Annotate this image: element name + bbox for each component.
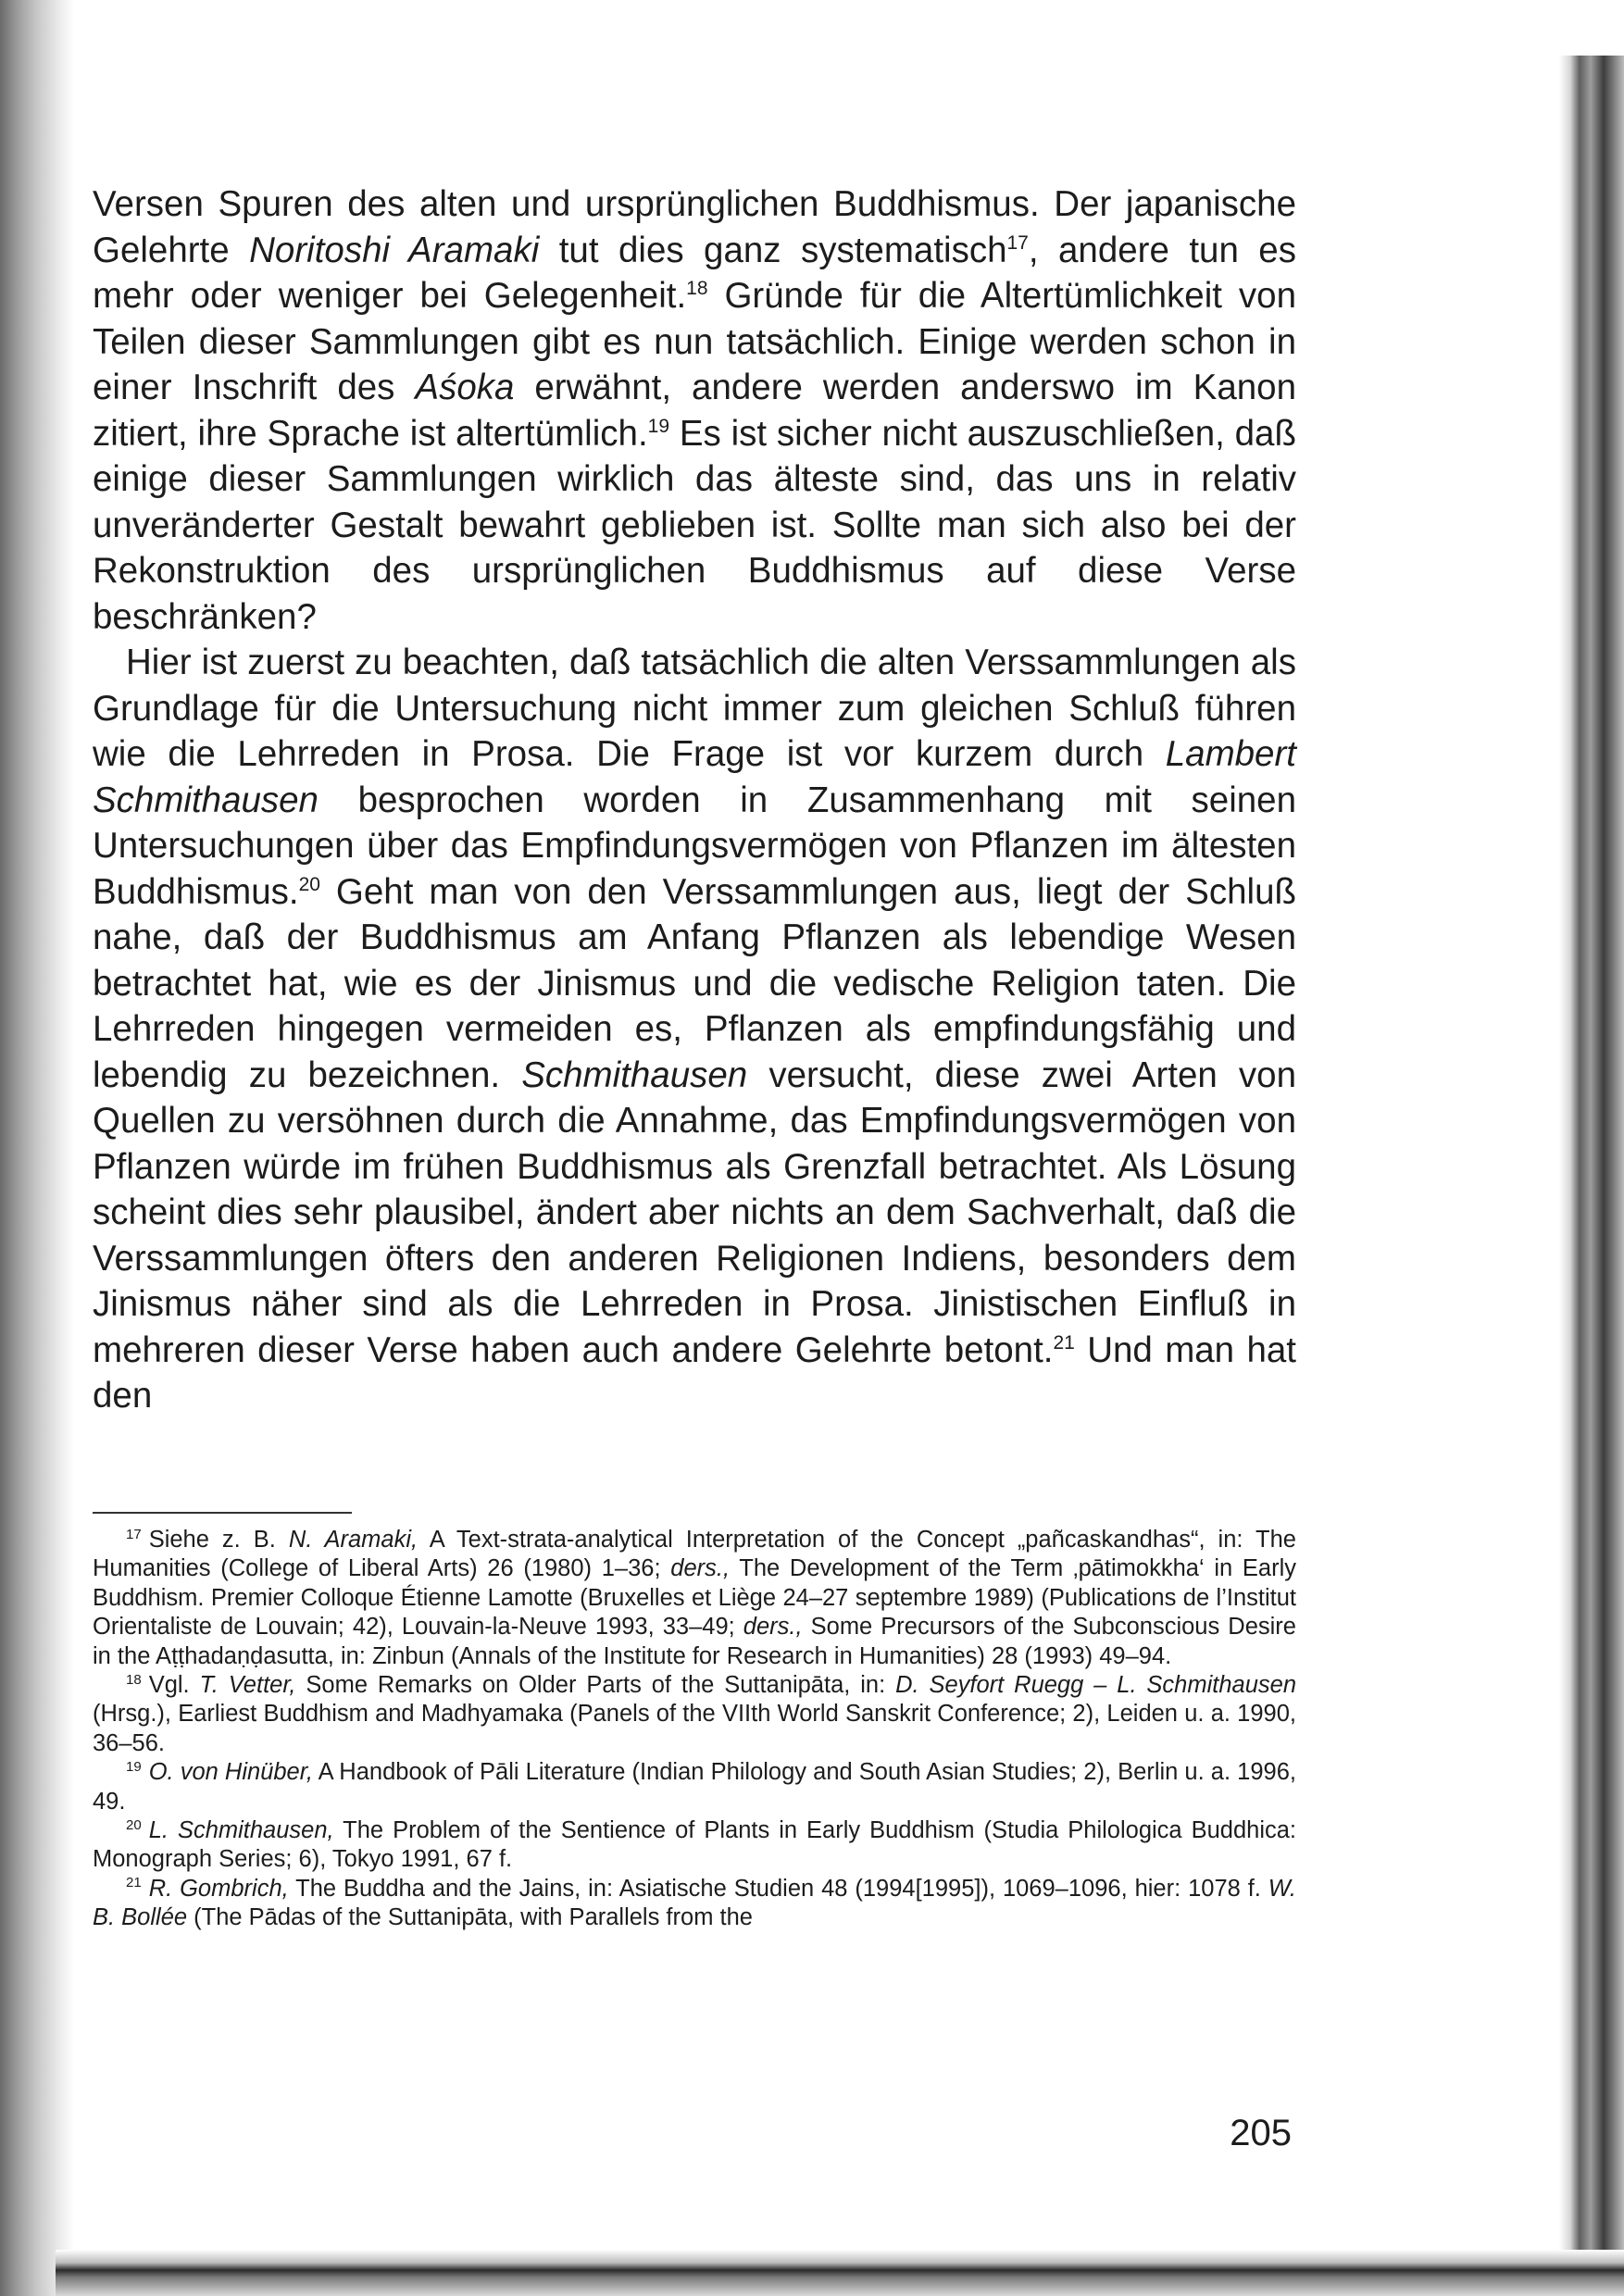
text-run: Geht man von den Verssammlungen aus, liegt der Schluß nahe, daß der Buddhismus am Anfang Pflanzen als lebendige Wesen betrachtet hat, wie es der Jinismus und die vedische Religion taten. Die Lehrreden hingegen vermeiden es, Pflanzen als empfindungsfähig und lebendig zu bezeichnen. [93, 871, 1296, 1095]
footnote-ref-18: 18 [686, 278, 708, 300]
text-run: tut dies ganz systematisch [539, 230, 1007, 270]
author-name: Schmithausen [521, 1054, 748, 1095]
author-name: Lambert Schmithausen [93, 734, 1296, 820]
author-name: Noritoshi Aramaki [249, 230, 540, 270]
paragraph-2 [93, 640, 1296, 1419]
scan-shadow-right [1559, 56, 1624, 2268]
scan-shadow-left [0, 0, 74, 2296]
scan-shadow-bottom [56, 2250, 1624, 2296]
text-run: Siehe z. B. [148, 1527, 289, 1553]
text-run: A Handbook of Pāli Literature (Indian Philology and South Asian Studies; 2), Berlin u. a. 1996, 49. [93, 1759, 1296, 1815]
text-run: The Development of the Term ‚pātimokkha‘ in Early Buddhism. Premier Colloque Étienne Lamotte (Bruxelles et Liège 24–27 septembre 1989) (Publications de l’Institut Orientaliste de Louvain; 42), Louvain-la-Neuve 1993, 33–49; [93, 1555, 1296, 1641]
footnote-20 [93, 1816, 1296, 1875]
author-name: W. B. Bollée [93, 1875, 1296, 1931]
author-name: R. Gombrich, [148, 1875, 289, 1902]
text-run: The Buddha and the Jains, in: Asiatische Studien 48 (1994[1995]), 1069–1096, hier: 1078 f. [288, 1875, 1268, 1902]
footnote-18 [93, 1671, 1296, 1758]
main-text [93, 181, 1296, 1419]
footnote-17 [93, 1526, 1296, 1671]
footnote-ref-19: 19 [647, 415, 669, 437]
text-run: (Hrsg.), Earliest Buddhism and Madhyamaka (Panels of the VIIth World Sanskrit Conference; 2), Leiden u. a. 1990, 36–56. [93, 1701, 1296, 1756]
author-name: O. von Hinüber, [148, 1759, 313, 1786]
footnote-divider [93, 1512, 352, 1514]
text-run: A Text-strata-analytical Interpretation of the Concept „pañcaskandhas“, in: The Humanities (College of Liberal Arts) 26 (1980) 1–36; [93, 1527, 1296, 1582]
author-name: D. Seyfort Ruegg – L. Schmithausen [895, 1672, 1297, 1699]
paragraph-1 [93, 181, 1296, 640]
page-number: 205 [1230, 2113, 1292, 2153]
text-run: besprochen worden in Zusammenhang mit seinen Untersuchungen über das Empfindungsvermögen von Pflanzen im ältesten Buddhismus. [93, 780, 1296, 912]
footnote-mark: 20 [126, 1816, 142, 1833]
text-run: Hier ist zuerst zu beachten, daß tatsächlich die alten Verssammlungen als Grundlage für die Untersuchung nicht immer zum gleichen Schluß führen wie die Lehrreden in Prosa. Die Frage ist vor kurzem durch [93, 643, 1296, 774]
footnote-21 [93, 1875, 1296, 1933]
text-run: erwähnt, andere werden anderswo im Kanon zitiert, ihre Sprache ist altertümlich. [93, 368, 1296, 454]
footnotes [93, 1526, 1296, 1933]
author-name: N. Aramaki, [288, 1527, 418, 1553]
footnote-ref-20: 20 [298, 873, 320, 895]
author-name: T. Vetter, [199, 1672, 296, 1699]
text-run: , andere tun es mehr oder weniger bei Gelegenheit. [93, 230, 1296, 316]
text-run: versucht, diese zwei Arten von Quellen zu versöhnen durch die Annahme, das Empfindungsvermögen von Pflanzen würde im frühen Buddhismus als Grenzfall betrachtet. Als Lösung scheint dies sehr plausibel, ändert aber nichts an dem Sachverhalt, daß die Verssammlungen öfters den anderen Religionen Indiens, besonders dem Jinismus näher sind als die Lehrreden in Prosa. Jinistischen Einfluß in mehreren dieser Verse haben auch andere Gelehrte betont. [93, 1054, 1296, 1370]
text-run: Versen Spuren des alten und ursprünglichen Buddhismus. Der japanische Gelehrte [93, 184, 1296, 270]
footnote-ref-21: 21 [1053, 1331, 1075, 1354]
author-name: ders., [743, 1614, 803, 1641]
text-run: (The Pādas of the Suttanipāta, with Parallels from the [187, 1904, 753, 1931]
footnote-mark: 19 [126, 1758, 142, 1775]
author-name: L. Schmithausen, [148, 1817, 334, 1844]
text-run: Und man hat den [93, 1329, 1296, 1416]
proper-name: Aśoka [415, 368, 515, 407]
footnote-mark: 18 [126, 1671, 142, 1688]
footnote-19 [93, 1758, 1296, 1816]
footnote-ref-17: 17 [1006, 231, 1029, 254]
text-run: Gründe für die Altertümlichkeit von Teilen dieser Sammlungen gibt es nun tatsächlich. Einige werden schon in einer Inschrift des [93, 276, 1296, 407]
footnote-mark: 17 [126, 1526, 142, 1542]
text-run: Some Remarks on Older Parts of the Suttanipāta, in: [295, 1672, 896, 1699]
text-run: The Problem of the Sentience of Plants in Early Buddhism (Studia Philologica Buddhica: Monograph Series; 6), Tokyo 1991, 67 f. [93, 1817, 1297, 1873]
text-run: Vgl. [148, 1672, 200, 1699]
text-run: Some Precursors of the Subconscious Desire in the Aṭṭhadaṇḍasutta, in: Zinbun (Annals of the Institute for Research in Humanities) 28 (1993) 49–94. [93, 1614, 1296, 1669]
author-name: ders., [670, 1555, 731, 1582]
footnote-mark: 21 [126, 1875, 142, 1891]
text-run: Es ist sicher nicht auszuschließen, daß einige dieser Sammlungen wirklich das älteste sind, das uns in relativ unveränderter Gestalt bewahrt geblieben ist. Sollte man sich also bei der Rekonstruktion des ursprünglichen Buddhismus auf diese Verse beschränken? [93, 413, 1296, 637]
